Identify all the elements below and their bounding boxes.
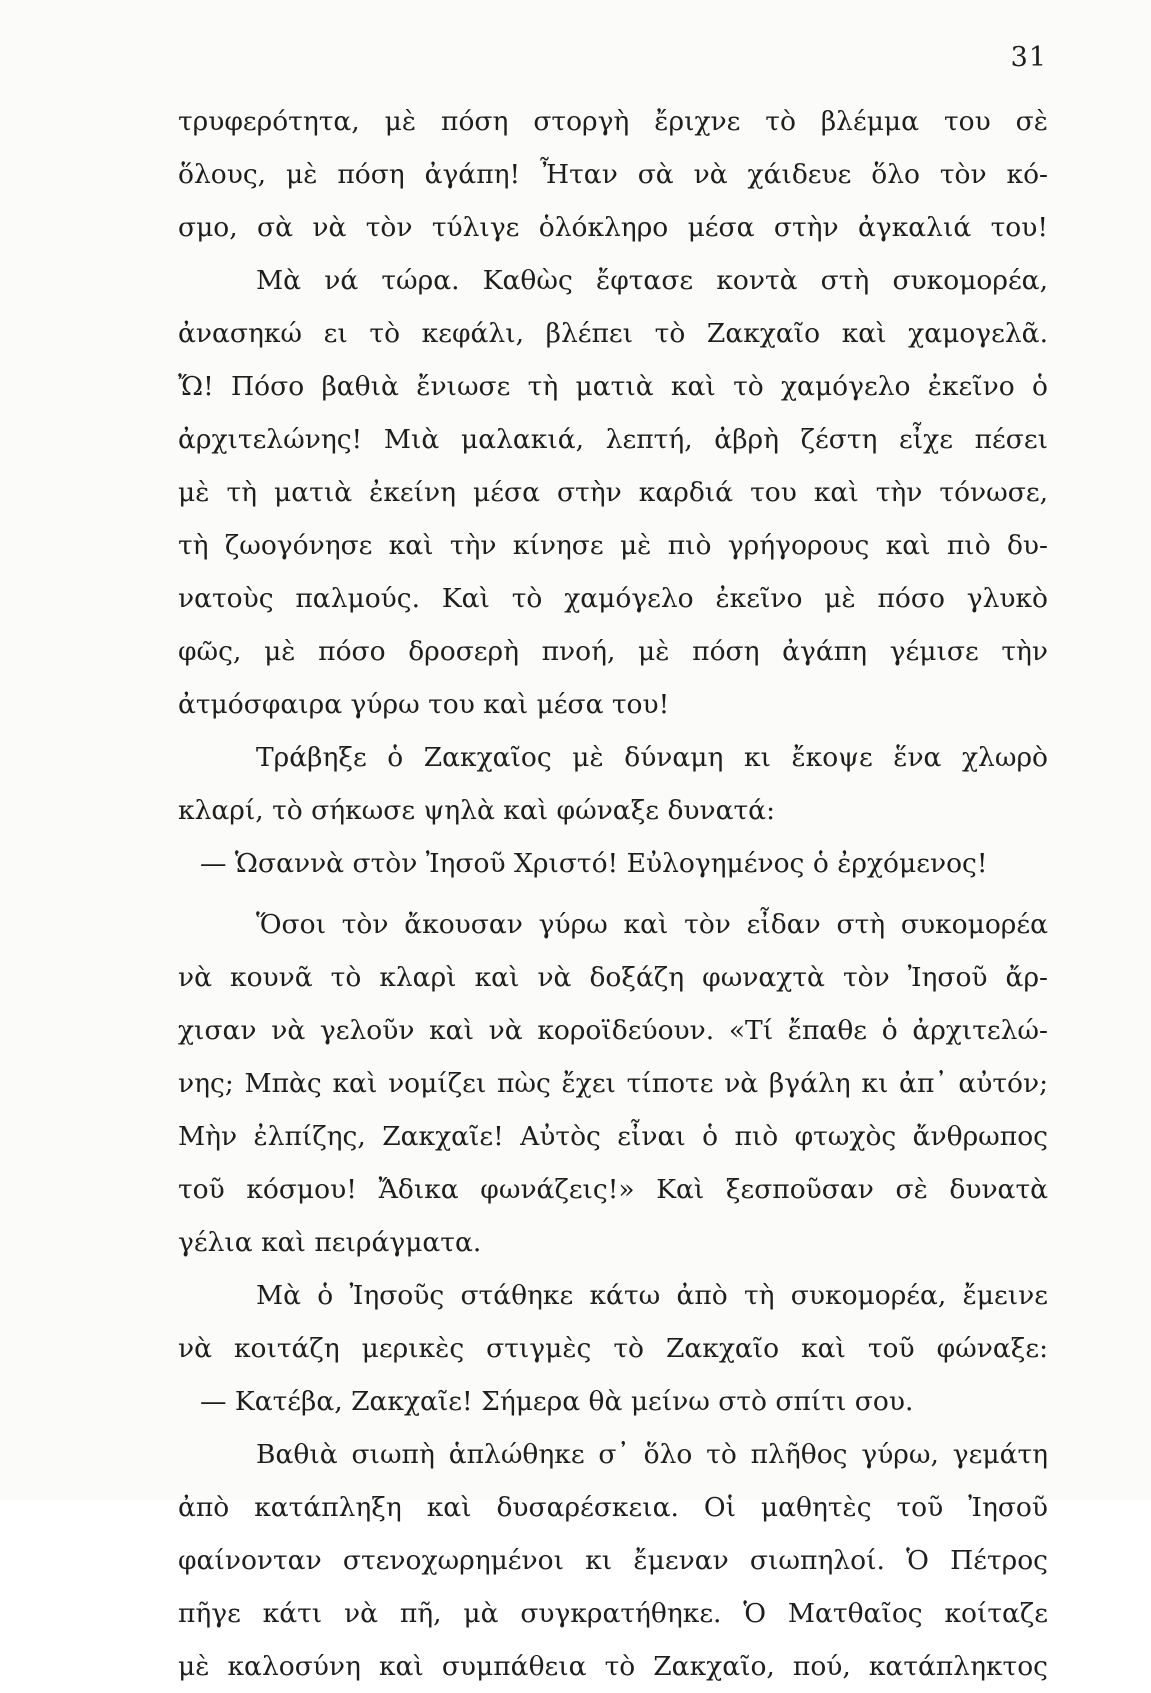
text-line: Ὅσοι τὸν ἄκουσαν γύρω καὶ τὸν εἶδαν στὴ συκομορέα bbox=[256, 909, 1048, 940]
text-line: ἀρχιτελώνης! Μιὰ μαλακιά, λεπτή, ἀβρὴ ζέστη εἶχε πέσει bbox=[178, 424, 1048, 455]
text-line: ὅλους, μὲ πόση ἀγάπη! Ἦταν σὰ νὰ χάιδευε ὅλο τὸν κό- bbox=[178, 159, 1048, 190]
text-line: ἀτμόσφαιρα γύρω του καὶ μέσα του! bbox=[178, 689, 670, 720]
text-line: τὴ ζωογόνησε καὶ τὴν κίνησε μὲ πιὸ γρήγορους καὶ πιὸ δυ- bbox=[178, 530, 1048, 561]
text-line: Βαθιὰ σιωπὴ ἁπλώθηκε σ᾽ ὅλο τὸ πλῆθος γύρω, γεμάτη bbox=[256, 1439, 1048, 1470]
text-line: νατοὺς παλμούς. Καὶ τὸ χαμόγελο ἐκεῖνο μὲ πόσο γλυκὸ bbox=[178, 583, 1048, 614]
page-number: 31 bbox=[1010, 42, 1047, 73]
text-line: τοῦ κόσμου! Ἄδικα φωνάζεις!» Καὶ ξεσποῦσαν σὲ δυνατὰ bbox=[178, 1174, 1048, 1205]
text-line: φαίνονταν στενοχωρημένοι κι ἔμεναν σιωπηλοί. Ὁ Πέτρος bbox=[178, 1545, 1048, 1576]
text-line: Μὰ ὁ Ἰησοῦς στάθηκε κάτω ἀπὸ τὴ συκομορέα, ἔμεινε bbox=[256, 1280, 1048, 1311]
text-line: μὲ καλοσύνη καὶ συμπάθεια τὸ Ζακχαῖο, πού, κατάπληκτος bbox=[178, 1651, 1048, 1682]
text-line: τρυφερότητα, μὲ πόση στοργὴ ἔριχνε τὸ βλέμμα του σὲ bbox=[178, 106, 1048, 137]
text-line: Ὤ! Πόσο βαθιὰ ἔνιωσε τὴ ματιὰ καὶ τὸ χαμόγελο ἐκεῖνο ὁ bbox=[178, 371, 1048, 402]
text-line: μὲ τὴ ματιὰ ἐκείνη μέσα στὴν καρδιά του καὶ τὴν τόνωσε, bbox=[178, 477, 1048, 508]
text-line: νης; Μπὰς καὶ νομίζει πὼς ἔχει τίποτε νὰ βγάλη κι ἀπ᾽ αὐτόν; bbox=[178, 1068, 1048, 1099]
text-line: Μὴν ἐλπίζης, Ζακχαῖε! Αὐτὸς εἶναι ὁ πιὸ φτωχὸς ἄνθρωπος bbox=[178, 1121, 1048, 1152]
dialogue-line: — Κατέβα, Ζακχαῖε! Σήμερα θὰ μείνω στὸ σπίτι σου. bbox=[200, 1386, 914, 1417]
text-line: νὰ κοιτάζη μερικὲς στιγμὲς τὸ Ζακχαῖο καὶ τοῦ φώναξε: bbox=[178, 1333, 1048, 1364]
body-text bbox=[178, 95, 1048, 1693]
text-line: κλαρί, τὸ σήκωσε ψηλὰ καὶ φώναξε δυνατά: bbox=[178, 795, 776, 826]
text-line: ἀπὸ κατάπληξη καὶ δυσαρέσκεια. Οἱ μαθητὲς τοῦ Ἰησοῦ bbox=[178, 1492, 1048, 1523]
text-line: γέλια καὶ πειράγματα. bbox=[178, 1227, 482, 1258]
text-line: νὰ κουνᾶ τὸ κλαρὶ καὶ νὰ δοξάζη φωναχτὰ τὸν Ἰησοῦ ἄρ- bbox=[178, 962, 1048, 993]
text-line: ἀνασηκώ ει τὸ κεφάλι, βλέπει τὸ Ζακχαῖο καὶ χαμογελᾶ. bbox=[178, 318, 1048, 349]
text-line: Τράβηξε ὁ Ζακχαῖος μὲ δύναμη κι ἔκοψε ἕνα χλωρὸ bbox=[256, 742, 1048, 773]
text-line: φῶς, μὲ πόσο δροσερὴ πνοή, μὲ πόση ἀγάπη γέμισε τὴν bbox=[178, 636, 1048, 667]
text-line: σμο, σὰ νὰ τὸν τύλιγε ὁλόκληρο μέσα στὴν ἀγκαλιά του! bbox=[178, 212, 1048, 243]
text-line: χισαν νὰ γελοῦν καὶ νὰ κοροϊδεύουν. «Τί ἔπαθε ὁ ἀρχιτελώ- bbox=[178, 1015, 1048, 1046]
dialogue-line: — Ὡσαννὰ στὸν Ἰησοῦ Χριστό! Εὐλογημένος ὁ ἐρχόμενος! bbox=[200, 848, 988, 879]
text-line: πῆγε κάτι νὰ πῆ, μὰ συγκρατήθηκε. Ὁ Ματθαῖος κοίταζε bbox=[178, 1598, 1048, 1629]
text-line: Μὰ νά τώρα. Καθὼς ἔφτασε κοντὰ στὴ συκομορέα, bbox=[256, 265, 1048, 296]
